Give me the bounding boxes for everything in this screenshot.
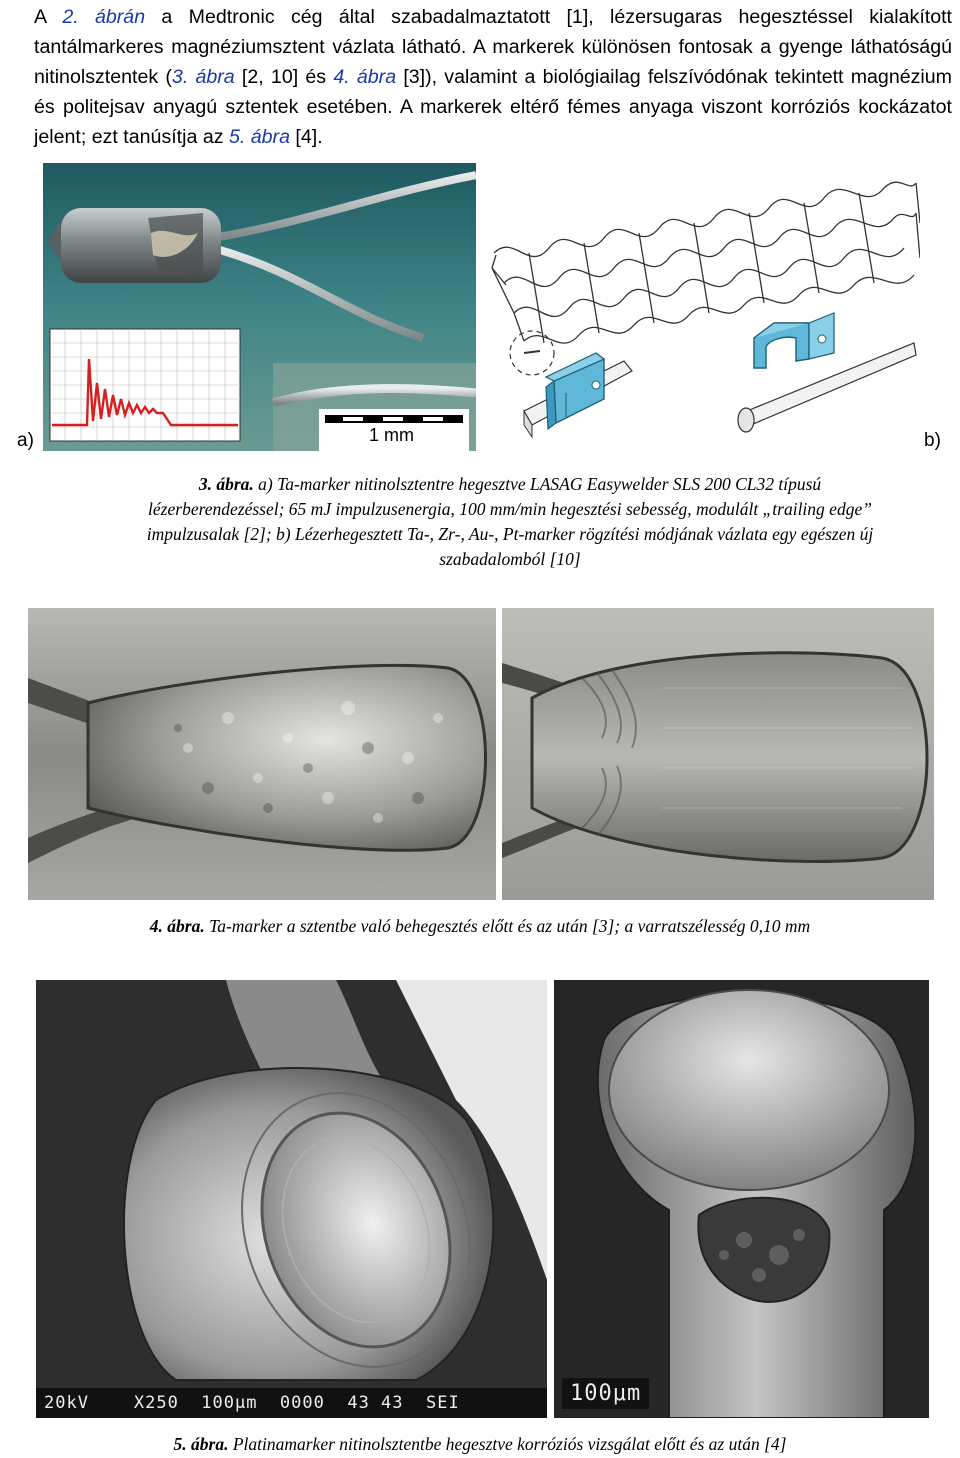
weld-head xyxy=(609,990,889,1190)
ref-figure-5[interactable]: 5. ábra xyxy=(228,126,290,148)
marker-head-after xyxy=(532,653,927,862)
scale-bar-label: 1 mm xyxy=(369,425,414,445)
figure3b-schematic xyxy=(484,163,920,451)
pulse-graph xyxy=(50,329,240,441)
figure3-label-b: b) xyxy=(924,430,941,451)
figure5-after-sem xyxy=(554,980,929,1418)
sem-scale-label: 100μm xyxy=(562,1378,649,1409)
figure3a-photo xyxy=(43,163,476,451)
intro-paragraph: A 2. ábrán a Medtronic cég által szabadalmaztatott [1], lézersugaras hegesztéssel kialakított tantálmarkeres magnéziumsztent vázlata látható. A markerek különösen fontosak a gyenge láthatóságú nitinolsztentek (3. ábra [2, 10] és 4. ábra [3]), valamint a biológiailag felszívódónak tekintett magnézium és politejsav anyagú sztentek esetében. A markerek eltérő fémes anyaga viszont korróziós kockázatot jelent; ezt tanúsítja az 5. ábra [4]. xyxy=(34,6,952,148)
ta-marker xyxy=(48,208,221,283)
figure4-caption: 4. ábra. Ta-marker a sztentbe való behegesztés előtt és az után [3]; a varratszélesség 0,10 mm xyxy=(149,916,811,936)
figure5-before-sem xyxy=(36,980,547,1418)
figure4-after-photo xyxy=(502,608,934,900)
ref-figure-4[interactable]: 4. ábra xyxy=(333,66,397,88)
ref-figure-2[interactable]: 2. ábrán xyxy=(62,6,146,28)
figure5-caption: 5. ábra. Platinamarker nitinolsztentbe hegesztve korróziós vizsgálat előtt és az után [4] xyxy=(173,1434,787,1454)
figure4-before-photo xyxy=(28,608,496,900)
marker-head-before xyxy=(88,665,486,850)
ref-figure-3[interactable]: 3. ábra xyxy=(171,66,235,88)
figure3-caption: 3. ábra. a) Ta-marker nitinolsztentre hegesztve LASAG Easywelder SLS 200 CL32 típusú lézerberendezéssel; 65 mJ impulzusenergia, 100 mm/min hegesztési sebesség, modulált „trailing edge” impulzusalak [2]; b) Lézerhegesztett Ta-, Zr-, Au-, Pt-marker rögzítési módjának vázlata egy egészen új szabadalomból [10] xyxy=(146,474,874,569)
figure3-label-a: a) xyxy=(17,430,34,451)
sem-info-bar: 20kV X250 100μm 0000 43 43 SEI xyxy=(36,1388,547,1418)
